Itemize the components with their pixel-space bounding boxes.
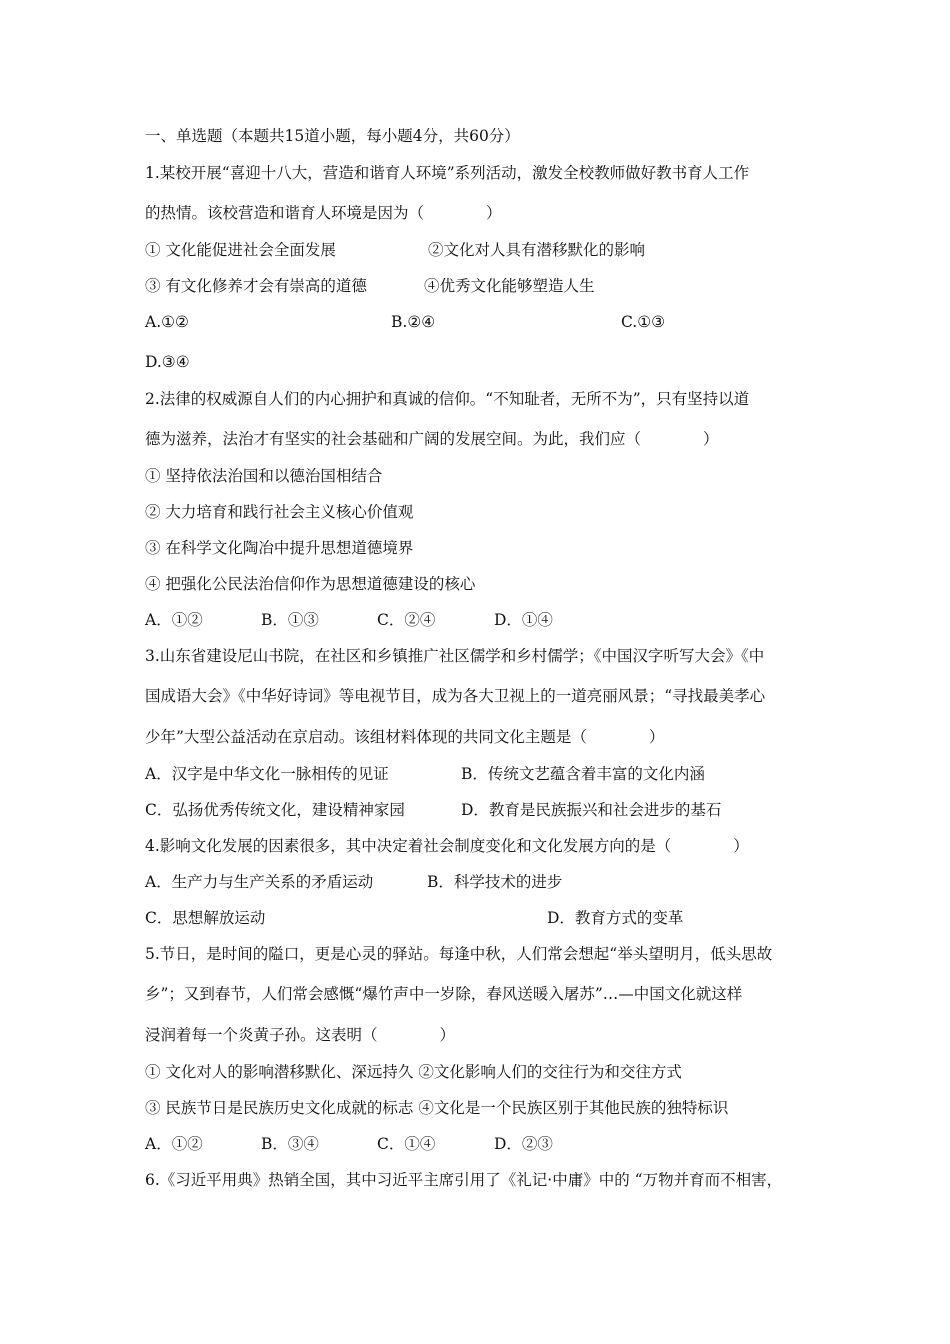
q2-option-b: B．①③ — [261, 611, 319, 629]
q5-option-a: A．①② — [145, 1135, 203, 1153]
q2-option-d: D．①④ — [494, 611, 553, 629]
q1-option-c: C.①③ — [621, 313, 666, 331]
q5-option-d: D．②③ — [494, 1135, 553, 1153]
q3-option-d: D．教育是民族振兴和社会进步的基石 — [461, 801, 722, 819]
q1-stem-line-2: 的热情。该校营造和谐育人环境是因为（ ） — [145, 204, 502, 222]
q3-option-c: C．弘扬优秀传统文化，建设精神家园 — [145, 801, 405, 819]
q1-item-4: ④优秀文化能够塑造人生 — [424, 277, 595, 295]
q2-stem-line-1: 2.法律的权威源自人们的内心拥护和真诚的信仰。“不知耻者，无所不为”，只有坚持以道 — [145, 390, 750, 408]
q2-option-a: A．①② — [145, 611, 203, 629]
q3-stem-line-2: 国成语大会》《中华好诗词》等电视节目，成为各大卫视上的一道亮丽风景；“寻找最美孝心 — [145, 687, 766, 705]
q2-item-4: ④ 把强化公民法治信仰作为思想道德建设的核心 — [145, 575, 476, 593]
q1-item-3: ③ 有文化修养才会有崇高的道德 — [145, 277, 367, 295]
q2-item-1: ① 坚持依法治国和以德治国相结合 — [145, 467, 383, 485]
q1-option-b: B.②④ — [391, 313, 436, 331]
q1-item-1: ① 文化能促进社会全面发展 — [145, 241, 336, 259]
q3-option-a: A．汉字是中华文化一脉相传的见证 — [145, 765, 389, 783]
q1-option-d: D.③④ — [145, 353, 190, 371]
section-title: 一、单选题（本题共15道小题，每小题4分，共60分） — [145, 127, 520, 145]
q5-option-b: B．③④ — [261, 1135, 319, 1153]
q2-item-2: ② 大力培育和践行社会主义核心价值观 — [145, 503, 414, 521]
q2-option-c: C．②④ — [377, 611, 436, 629]
q1-option-a: A.①② — [145, 313, 189, 331]
q2-stem-line-2: 德为滋养，法治才有坚实的社会基础和广阔的发展空间。为此，我们应（ ） — [145, 430, 719, 448]
q5-items-line-2: ③ 民族节日是民族历史文化成就的标志 ④文化是一个民族区别于其他民族的独特标识 — [145, 1099, 729, 1117]
q3-stem-line-3: 少年”大型公益活动在京启动。该组材料体现的共同文化主题是（ ） — [145, 728, 665, 746]
q1-stem-line-1: 1.某校开展“喜迎十八大，营造和谐育人环境”系列活动，激发全校教师做好教书育人工作 — [145, 164, 750, 182]
q3-stem-line-1: 3.山东省建设尼山书院，在社区和乡镇推广社区儒学和乡村儒学；《中国汉字听写大会》《中 — [145, 647, 765, 665]
q4-option-b: B．科学技术的进步 — [427, 873, 563, 891]
q5-stem-line-3: 浸润着每一个炎黄子孙。这表明（ ） — [145, 1026, 456, 1044]
q1-item-2: ②文化对人具有潜移默化的影响 — [428, 241, 646, 259]
q5-items-line-1: ① 文化对人的影响潜移默化、深远持久 ②文化影响人们的交往行为和交往方式 — [145, 1063, 682, 1081]
q5-stem-line-2: 乡”；又到春节，人们常会感慨“爆竹声中一岁除，春风送暖入屠苏”…—中国文化就这样 — [145, 985, 743, 1003]
q5-stem-line-1: 5.节日，是时间的隘口，更是心灵的驿站。每逢中秋，人们常会想起“举头望明月，低头思故 — [145, 945, 773, 963]
q5-option-c: C．①④ — [377, 1135, 436, 1153]
q4-option-c: C．思想解放运动 — [145, 909, 266, 927]
q4-stem-line-1: 4.影响文化发展的因素很多，其中决定着社会制度变化和文化发展方向的是（ ） — [145, 837, 749, 855]
q2-item-3: ③ 在科学文化陶冶中提升思想道德境界 — [145, 539, 414, 557]
q4-option-d: D．教育方式的变革 — [547, 909, 684, 927]
q3-option-b: B．传统文艺蕴含着丰富的文化内涵 — [461, 765, 705, 783]
q4-option-a: A．生产力与生产关系的矛盾运动 — [145, 873, 374, 891]
q6-stem-line-1: 6.《习近平用典》热销全国，其中习近平主席引用了《礼记·中庸》中的 “万物并育而不相害， — [145, 1171, 783, 1189]
